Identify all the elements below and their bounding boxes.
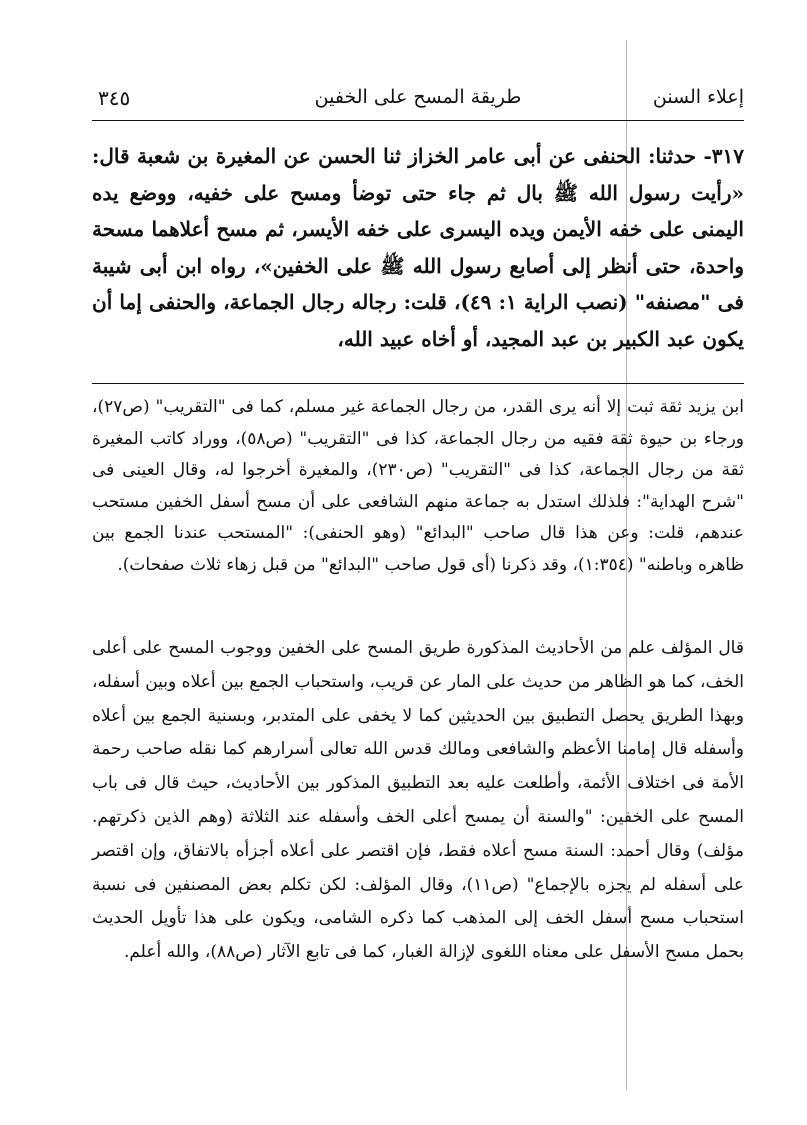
book-title: إعلاء السنن — [652, 86, 744, 108]
footnote-text: ابن يزيد ثقة ثبت إلا أنه يرى القدر، من رجال الجماعة غير مسلم، كما فى "التقريب" (ص٢٧)، ورجاء بن حيوة ثقة فقيه من رجال الجماعة، كذا فى "التقريب" (ص٥٨)، ووراد كاتب المغيرة ثقة من رجال الجماعة، كذا فى "التقريب" (ص٢٣٠)، والمغيرة أخرجوا له، وقال العينى فى "شرح الهداية": فلذلك استدل به جماعة منهم الشافعى على أن مسح أسفل الخفين مستحب عندهم، قلت: وعن هذا قال صاحب "البدائع" (وهو الحنفى): "المستحب عندنا الجمع بين ظاهره وباطنه" (١:٣٥٤)، وقد ذكرنا (أى قول صاحب "البدائع" من قبل زهاء ثلاث صفحات). — [92, 397, 745, 575]
footnote-divider — [92, 383, 744, 384]
chapter-title: طريقة المسح على الخفين — [314, 86, 522, 108]
running-header — [92, 86, 744, 121]
commentary-block — [92, 632, 744, 970]
commentary-text: قال المؤلف علم من الأحاديث المذكورة طريق المسح على الخفين ووجوب المسح على أعلى الخف، كما هو الظاهر من حديث على المار عن قريب، واستحباب الجمع بين أعلاه وبين أسفله، وبهذا الطريق يحصل التطبيق بين الحديثين كما لا يخفى على المتدبر، وبسنية الجمع بين أعلاه وأسفله قال إمامنا الأعظم والشافعى ومالك قدس الله تعالى أسرارهم كما نقله صاحب رحمة الأمة فى اختلاف الأئمة، وأطلعت عليه بعد التطبيق المذكور بين الأحاديث، حيث قال فى باب المسح على الخفين: "والسنة أن يمسح أعلى الخف وأسفله عند الثلاثة (وهم الذين ذكرتهم. مؤلف) وقال أحمد: السنة مسح أعلاه فقط، فإن اقتصر على أعلاه أجزأه بالاتفاق، وإن اقتصر على أسفله لم يجزه بالإجماع" (ص١١)، وقال المؤلف: لكن تكلم بعض المصنفين فى نسبة استحباب مسح أسفل الخف إلى المذهب كما ذكره الشامى، ويكون على هذا تأويل الحديث بحمل مسح الأسفل على معناه اللغوى لإزالة الغبار، كما فى تابع الآثار (ص٨٨)، والله أعلم. — [92, 638, 745, 963]
page-number: ٣٤٥ — [98, 86, 131, 110]
footnote-block — [92, 392, 744, 582]
hadith-block — [92, 138, 744, 357]
hadith-text: ٣١٧- حدثنا: الحنفى عن أبى عامر الخزاز ثنا الحسن عن المغيرة بن شعبة قال: «رأيت رسول الله ﷺ بال ثم جاء حتى توضأ ومسح على خفيه، ووضع يده اليمنى على خفه الأيمن ويده اليسرى على خفه الأيسر، ثم مسح أعلاهما مسحة واحدة، حتى أنظر إلى أصابع رسول الله ﷺ على الخفين»، رواه ابن أبى شيبة فى "مصنفه" (نصب الراية ١: ٤٩)، قلت: رجاله رجال الجماعة، والحنفى إما أن يكون عبد الكبير بن عبد المجيد، أو أخاه عبيد الله، — [92, 144, 744, 351]
